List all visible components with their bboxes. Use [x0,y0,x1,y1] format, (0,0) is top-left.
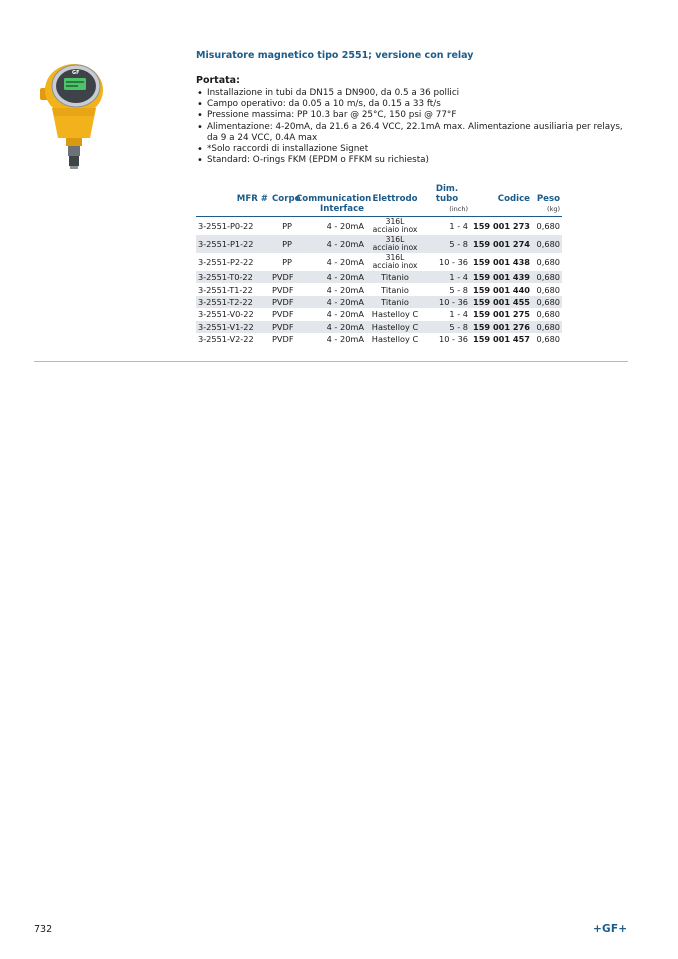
section-divider [34,361,628,362]
cell-peso: 0,680 [536,284,560,295]
bullet-item: • Alimentazione: 4-20mA, da 21.6 a 26.4 VCC, 22.1mA max. Alimentazione ausiliaria per relays, da 9 a 24 VCC, 0.4A max [196,122,636,144]
cell-peso: 0,680 [536,334,560,345]
cell-comm: 4 - 20mA [294,296,366,308]
cell-comm: 4 - 20mA [326,284,364,295]
col-header-codice: Codice [497,194,530,204]
cell-codice: 159 001 273 [473,221,530,231]
table-header-row [196,184,562,204]
table-row [196,333,562,345]
cell-mfr: 3-2551-T1-22 [198,284,253,295]
lcd-display [64,78,86,90]
cell-dim: 5 - 8 [449,284,468,295]
cell-comm: 4 - 20mA [326,257,364,267]
bullet-item: • Standard: O-rings FKM (EPDM o FFKM su richiesta) [196,155,636,166]
cell-codice: 159 001 276 [470,321,532,333]
cell-codice: 159 001 438 [473,257,530,267]
cell-peso: 0,680 [532,296,562,308]
cell-elettrodo: Hastelloy C [371,334,419,345]
cell-elettrodo: Titanio [366,271,424,283]
cell-dim: 10 - 36 [439,257,468,267]
cell-peso: 0,680 [536,257,560,267]
cell-corpo: PP [282,257,292,267]
table-row [196,283,562,295]
cell-mfr: 3-2551-V0-22 [198,309,254,320]
cell-comm: 4 - 20mA [326,221,364,231]
cell-dim: 10 - 36 [424,296,470,308]
sensor-stem [68,146,80,156]
cell-mfr: 3-2551-T0-22 [196,271,270,283]
cell-elettrodo: Hastelloy C [371,309,419,320]
table-row [196,271,562,283]
cell-mfr: 3-2551-V1-22 [196,321,270,333]
cell-elettrodo: Titanio [366,296,424,308]
cell-codice: 159 001 457 [473,334,530,345]
cell-mfr: 3-2551-P1-22 [196,235,270,253]
cell-mfr: 3-2551-P2-22 [198,257,254,267]
table-subheader-row [196,204,562,217]
cell-peso: 0,680 [532,271,562,283]
cell-codice: 159 001 455 [470,296,532,308]
spec-bullet-list [196,88,636,166]
cell-peso: 0,680 [532,235,562,253]
product-title: Misuratore magnetico tipo 2551; versione con relay [196,50,474,61]
cell-dim: 5 - 8 [424,321,470,333]
cell-mfr: 3-2551-P0-22 [198,221,254,231]
col-header-communication: Communication [296,194,372,204]
product-table [196,184,562,345]
cell-corpo: PVDF [272,272,294,283]
col-header-interface: Interface [294,204,366,217]
table-row [196,253,562,271]
cell-corpo: PVDF [272,309,294,320]
cell-dim: 5 - 8 [424,235,470,253]
table-row [196,308,562,320]
cell-dim: 10 - 36 [439,334,468,345]
page-number: 732 [34,924,53,935]
bullet-item: • Pressione massima: PP 10.3 bar @ 25°C, 150 psi @ 77°F [196,110,636,121]
cell-codice: 159 001 440 [473,284,530,295]
cell-codice: 159 001 275 [473,309,530,320]
cell-corpo: PVDF [272,321,294,332]
cell-comm: 4 - 20mA [294,271,366,283]
table-row [196,235,562,253]
gf-logo-on-device: GF [72,70,80,76]
table-row [196,321,562,333]
col-header-peso: Peso [536,194,560,204]
cell-elettrodo: Titanio [381,284,409,295]
cell-codice: 159 001 274 [470,235,532,253]
col-unit-inch: (inch) [424,204,470,217]
cell-peso: 0,680 [536,221,560,231]
cell-dim: 1 - 4 [424,271,470,283]
cell-corpo: PP [282,221,292,231]
cell-comm: 4 - 20mA [326,334,364,345]
cell-comm: 4 - 20mA [326,309,364,320]
col-header-corpo: Corpo [272,194,301,204]
cell-mfr: 3-2551-V2-22 [198,334,254,345]
cell-peso: 0,680 [536,309,560,320]
section-heading: Portata: [196,75,240,86]
cell-comm: 4 - 20mA [294,321,366,333]
bullet-item: • *Solo raccordi di installazione Signet [196,144,636,155]
cell-elettrodo: 316L acciaio inox [372,217,418,234]
col-header-mfr: MFR # [236,194,268,204]
bullet-item: • Campo operativo: da 0.05 a 10 m/s, da 0.15 a 33 ft/s [196,99,636,110]
col-header-elettrodo: Elettrodo [372,194,418,204]
cell-corpo: PVDF [272,334,294,345]
bullet-item: • Installazione in tubi da DN15 a DN900, da 0.5 a 36 pollici [196,88,636,99]
flow-meter-product-image [38,58,112,170]
cell-elettrodo: 316L acciaio inox [372,253,418,270]
table-row [196,296,562,308]
col-unit-kg: (kg) [532,204,562,217]
col-header-dim-tubo: Dim. tubo [435,184,459,204]
cell-corpo: PVDF [272,296,294,307]
cell-comm: 4 - 20mA [294,235,366,253]
table-row [196,217,562,236]
cell-mfr: 3-2551-T2-22 [196,296,270,308]
cell-corpo: PVDF [272,284,294,295]
cell-dim: 1 - 4 [449,309,468,320]
cell-codice: 159 001 439 [470,271,532,283]
cell-dim: 1 - 4 [449,221,468,231]
gf-brand-logo: +GF+ [593,923,628,935]
cell-elettrodo: 316L acciaio inox [366,235,424,253]
cell-peso: 0,680 [532,321,562,333]
cell-elettrodo: Hastelloy C [366,321,424,333]
cell-corpo: PP [270,235,294,253]
